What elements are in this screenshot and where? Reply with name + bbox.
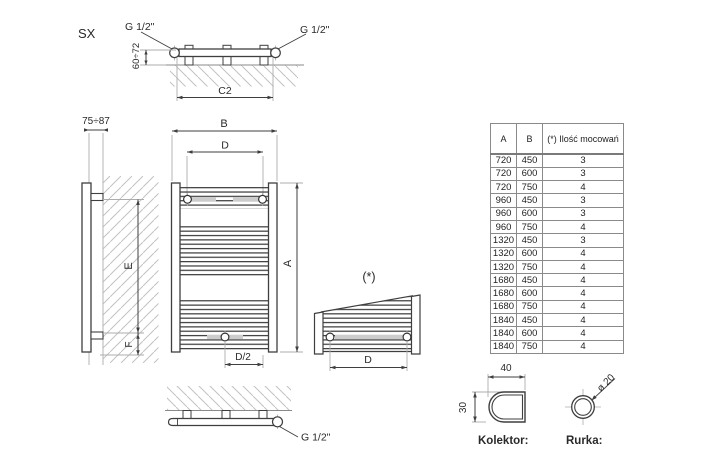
bottom-view (165, 386, 331, 444)
dim-d-half: D/2 (235, 352, 251, 363)
table-cell: 1680 (491, 300, 517, 313)
collector-tube-left (172, 183, 181, 352)
dim-b: B (220, 118, 228, 130)
table-cell: 3 (543, 194, 624, 207)
kolektor-dim-30: 30 (458, 401, 469, 414)
table-cell: 3 (543, 154, 624, 167)
table-cell: 3 (543, 234, 624, 247)
dim-60-72: 60÷72 (131, 42, 142, 70)
leader-line (280, 427, 299, 438)
collector-bar-top (179, 49, 271, 57)
radiator-side-profile (82, 183, 91, 352)
collector-tube-right (269, 183, 278, 352)
kolektor-label: Kolektor: (478, 435, 529, 447)
pipe-fitting-bottom (273, 417, 283, 427)
header-mocowan: (*) Ilość mocowań (543, 124, 624, 155)
table-row (491, 167, 624, 180)
table-cell: 4 (543, 247, 624, 260)
table-cell: 600 (517, 207, 543, 220)
kolektor-detail (458, 363, 528, 447)
dimension-table (490, 123, 624, 354)
table-cell: 1840 (491, 327, 517, 340)
table-cell: 450 (517, 234, 543, 247)
mounting-bracket (222, 411, 230, 419)
table-cell: 1840 (491, 340, 517, 353)
dim-d-front: D (221, 139, 229, 152)
table-row (491, 260, 624, 273)
dim-c2: C2 (218, 85, 232, 97)
table-cell: 4 (543, 181, 624, 194)
collector-tube-left (315, 312, 324, 354)
wall-hatch-top (170, 66, 298, 87)
table-cell: 450 (517, 314, 543, 327)
table-cell: 4 (543, 287, 624, 300)
mounting-point (221, 333, 229, 341)
table-cell: 960 (491, 207, 517, 220)
table-cell: 600 (517, 287, 543, 300)
table-cell: 750 (517, 300, 543, 313)
mounting-bracket (259, 411, 267, 419)
table-cell: 4 (543, 274, 624, 287)
header-a: A (491, 124, 517, 155)
table-cell: 720 (491, 167, 517, 180)
mounting-point (184, 195, 192, 203)
table-cell: 450 (517, 274, 543, 287)
pipe-fitting-right (271, 48, 281, 58)
table-cell: 1320 (491, 260, 517, 273)
table-row (491, 181, 624, 194)
table-cell: 4 (543, 220, 624, 233)
table-cell: 1320 (491, 234, 517, 247)
table-cell: 4 (543, 340, 624, 353)
table-row (491, 247, 624, 260)
wall-bracket-top (91, 194, 103, 201)
mounting-point (326, 333, 334, 341)
collector-bar-bottom (169, 419, 279, 426)
table-cell: 450 (517, 154, 543, 167)
table-cell: 960 (491, 220, 517, 233)
g12-label-top-right: G 1/2" (300, 24, 330, 36)
table-cell: 960 (491, 194, 517, 207)
rung-band-3 (180, 299, 269, 351)
leader-line (278, 34, 306, 49)
table-cell: 720 (491, 154, 517, 167)
table-row (491, 220, 624, 233)
table-row (491, 340, 624, 353)
table-cell: 4 (543, 327, 624, 340)
table-cell: 3 (543, 167, 624, 180)
g12-label-top-left: G 1/2" (125, 21, 155, 33)
table-cell: 750 (517, 181, 543, 194)
g12-label-bottom: G 1/2" (301, 431, 331, 444)
table-header (491, 124, 624, 155)
dim-f: F (124, 341, 135, 348)
table-cell: 4 (543, 300, 624, 313)
mounting-point (403, 333, 411, 341)
rung-band-2 (180, 225, 269, 278)
table-row (491, 234, 624, 247)
table-cell: 450 (517, 194, 543, 207)
table-row (491, 327, 624, 340)
table-row (491, 207, 624, 220)
dim-e: E (123, 262, 135, 270)
table-cell: 3 (543, 207, 624, 220)
star-view (315, 270, 421, 371)
pipe-fitting-left (170, 48, 180, 58)
table-row (491, 300, 624, 313)
mounting-point (259, 195, 267, 203)
mounting-bracket (223, 57, 231, 66)
table-row (491, 154, 624, 167)
wall-hatch-bottom (167, 386, 291, 410)
table-cell: 4 (543, 260, 624, 273)
dim-75-87: 75÷87 (82, 116, 110, 127)
rung-area-partial (323, 292, 412, 354)
table-cell: 600 (517, 327, 543, 340)
table-cell: 600 (517, 167, 543, 180)
leader-line (141, 32, 172, 49)
rurka-dim-20: ø 20 (595, 372, 618, 395)
table-body (491, 154, 624, 353)
collector-tube-right (412, 295, 421, 354)
mounting-bracket (260, 57, 268, 66)
table-cell: 1680 (491, 287, 517, 300)
star-label: (*) (362, 270, 376, 284)
dim-a: A (282, 259, 294, 268)
kolektor-profile-outer (489, 392, 525, 422)
table-row (491, 274, 624, 287)
sx-label: SX (78, 26, 96, 41)
table-cell: 1320 (491, 247, 517, 260)
table-cell: 750 (517, 260, 543, 273)
kolektor-dim-40: 40 (500, 363, 512, 374)
mounting-bracket (185, 57, 193, 66)
table-cell: 4 (543, 314, 624, 327)
mounting-bracket (183, 411, 191, 419)
table-cell: 750 (517, 340, 543, 353)
table-cell: 1840 (491, 314, 517, 327)
side-view (82, 116, 159, 365)
dim-d-star: D (364, 354, 372, 366)
table-cell: 750 (517, 220, 543, 233)
table-row (491, 314, 624, 327)
table-row (491, 287, 624, 300)
front-view (172, 118, 304, 368)
table-cell: 720 (491, 181, 517, 194)
table-cell: 600 (517, 247, 543, 260)
table-row (491, 194, 624, 207)
table-cell: 1680 (491, 274, 517, 287)
rurka-label: Rurka: (566, 435, 603, 447)
top-view (78, 21, 330, 101)
wall-bracket-bottom (91, 332, 103, 339)
rurka-detail (565, 372, 618, 447)
header-b: B (517, 124, 543, 155)
